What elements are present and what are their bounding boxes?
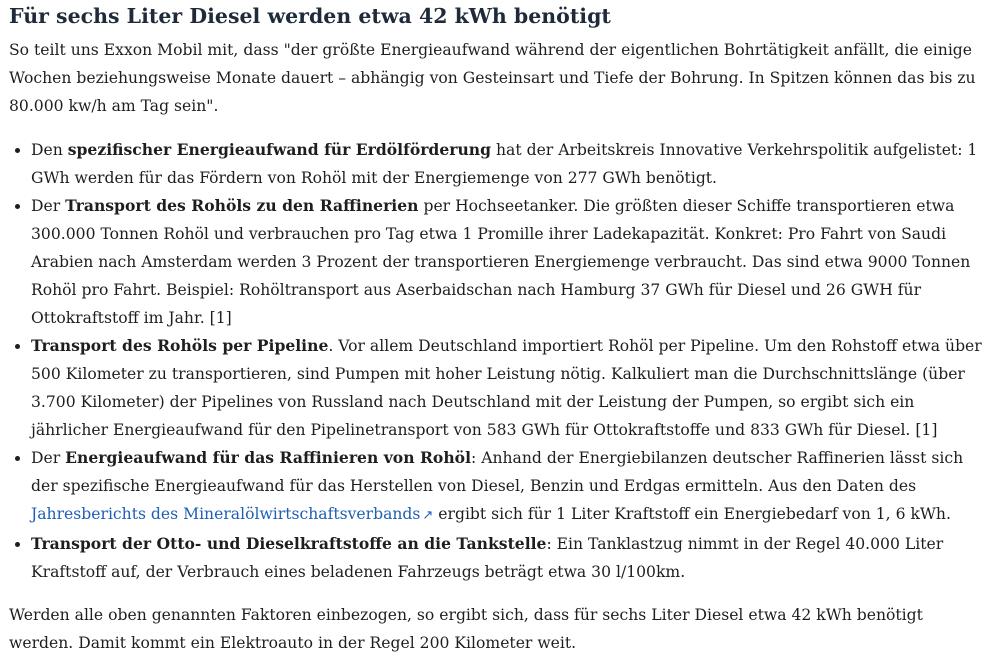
item-bold-label: Transport des Rohöls zu den Raffinerien [65,196,419,215]
item-text-pre: Den [31,141,68,159]
item-text-pre: Der [31,449,66,467]
list-item-pipeline [31,332,989,444]
intro-paragraph: So teilt uns Exxon Mobil mit, dass "der größte Energieaufwand während der eigentlichen Bohrtätigkeit anfällt, die einige Wochen beziehungsweise Monate dauert – abhängig von Gesteinsart und Tiefe der Bohrung. In Spitzen können das bis zu 80.000 kw/h am Tag sein". [9,41,976,115]
list-item-transport-raffinerien [31,192,989,332]
item-bold-label: spezifischer Energieaufwand für Erdölförderung [67,140,492,159]
item-bold-label: Transport des Rohöls per Pipeline [31,336,329,355]
outro-paragraph: Werden alle oben genannten Faktoren einbezogen, so ergibt sich, dass für sechs Liter Diesel etwa 42 kWh benötigt werden. Damit kommt ein Elektroauto in der Regel 200 Kilometer weit. [9,606,923,652]
item-text-after-link: ergibt sich für 1 Liter Kraftstoff ein Energiebedarf von 1, 6 kWh. [433,505,951,523]
list-item-raffinieren [31,444,989,530]
external-link-icon[interactable]: ↗ [422,508,434,523]
article-heading: Für sechs Liter Diesel werden etwa 42 kWh benötigt [9,4,611,28]
item-text-pre: Der [31,197,66,215]
jahresbericht-link[interactable] [31,505,433,523]
item-text-post: hat der Arbeitskreis Innovative Verkehrspolitik aufgelistet: 1 GWh werden für das Fördern von Rohöl mit der Energiemenge von 277 GWh benötigt. [31,141,978,187]
item-bold-label: Energieaufwand für das Raffinieren von Rohöl [65,448,471,467]
item-text-post: per Hochseetanker. Die größten dieser Schiffe transportieren etwa 300.000 Tonnen Rohöl und verbrauchen pro Tag etwa 1 Promille ihrer Ladekapazität. Konkret: Pro Fahrt von Saudi Arabien nach Amsterdam werden 3 Prozent der transportieren Energiemenge verbraucht. Das sind etwa 9000 Tonnen Rohöl pro Fahrt. Beispiel: Rohöltransport aus Aserbaidschan nach Hamburg 37 GWh für Diesel und 26 GWH für Ottokraftstoff im Jahr. [1] [31,197,971,327]
item-text-post: . Vor allem Deutschland importiert Rohöl per Pipeline. Um den Rohstoff etwa über 500 Kilometer zu transportieren, sind Pumpen mit hoher Leistung nötig. Kalkuliert man die Durchschnittslänge (über 3.700 Kilometer) der Pipelines von Russland nach Deutschland mit der Leistung der Pumpen, so ergibt sich ein jährlicher Energieaufwand für den Pipelinetransport von 583 GWh für Ottokraftstoffe und 833 GWh für Diesel. [1] [31,337,982,439]
item-text-post: : Ein Tanklastzug nimmt in der Regel 40.000 Liter Kraftstoff auf, der Verbrauch eines beladenen Fahrzeugs beträgt etwa 30 l/100km. [31,535,944,581]
list-item-erdoelfoerderung [31,136,989,192]
item-text-post: : Anhand der Energiebilanzen deutscher Raffinerien lässt sich der spezifische Energieaufwand für das Herstellen von Diesel, Benzin und Erdgas ermitteln. Aus den Daten des [31,449,964,495]
item-bold-label: Transport der Otto- und Dieselkraftstoffe an die Tankstelle [31,534,547,553]
link-text[interactable]: Jahresberichts des Mineralölwirtschaftsverbands [31,505,421,523]
list-item-tankstelle [31,530,989,586]
energy-facts-list [9,136,989,586]
